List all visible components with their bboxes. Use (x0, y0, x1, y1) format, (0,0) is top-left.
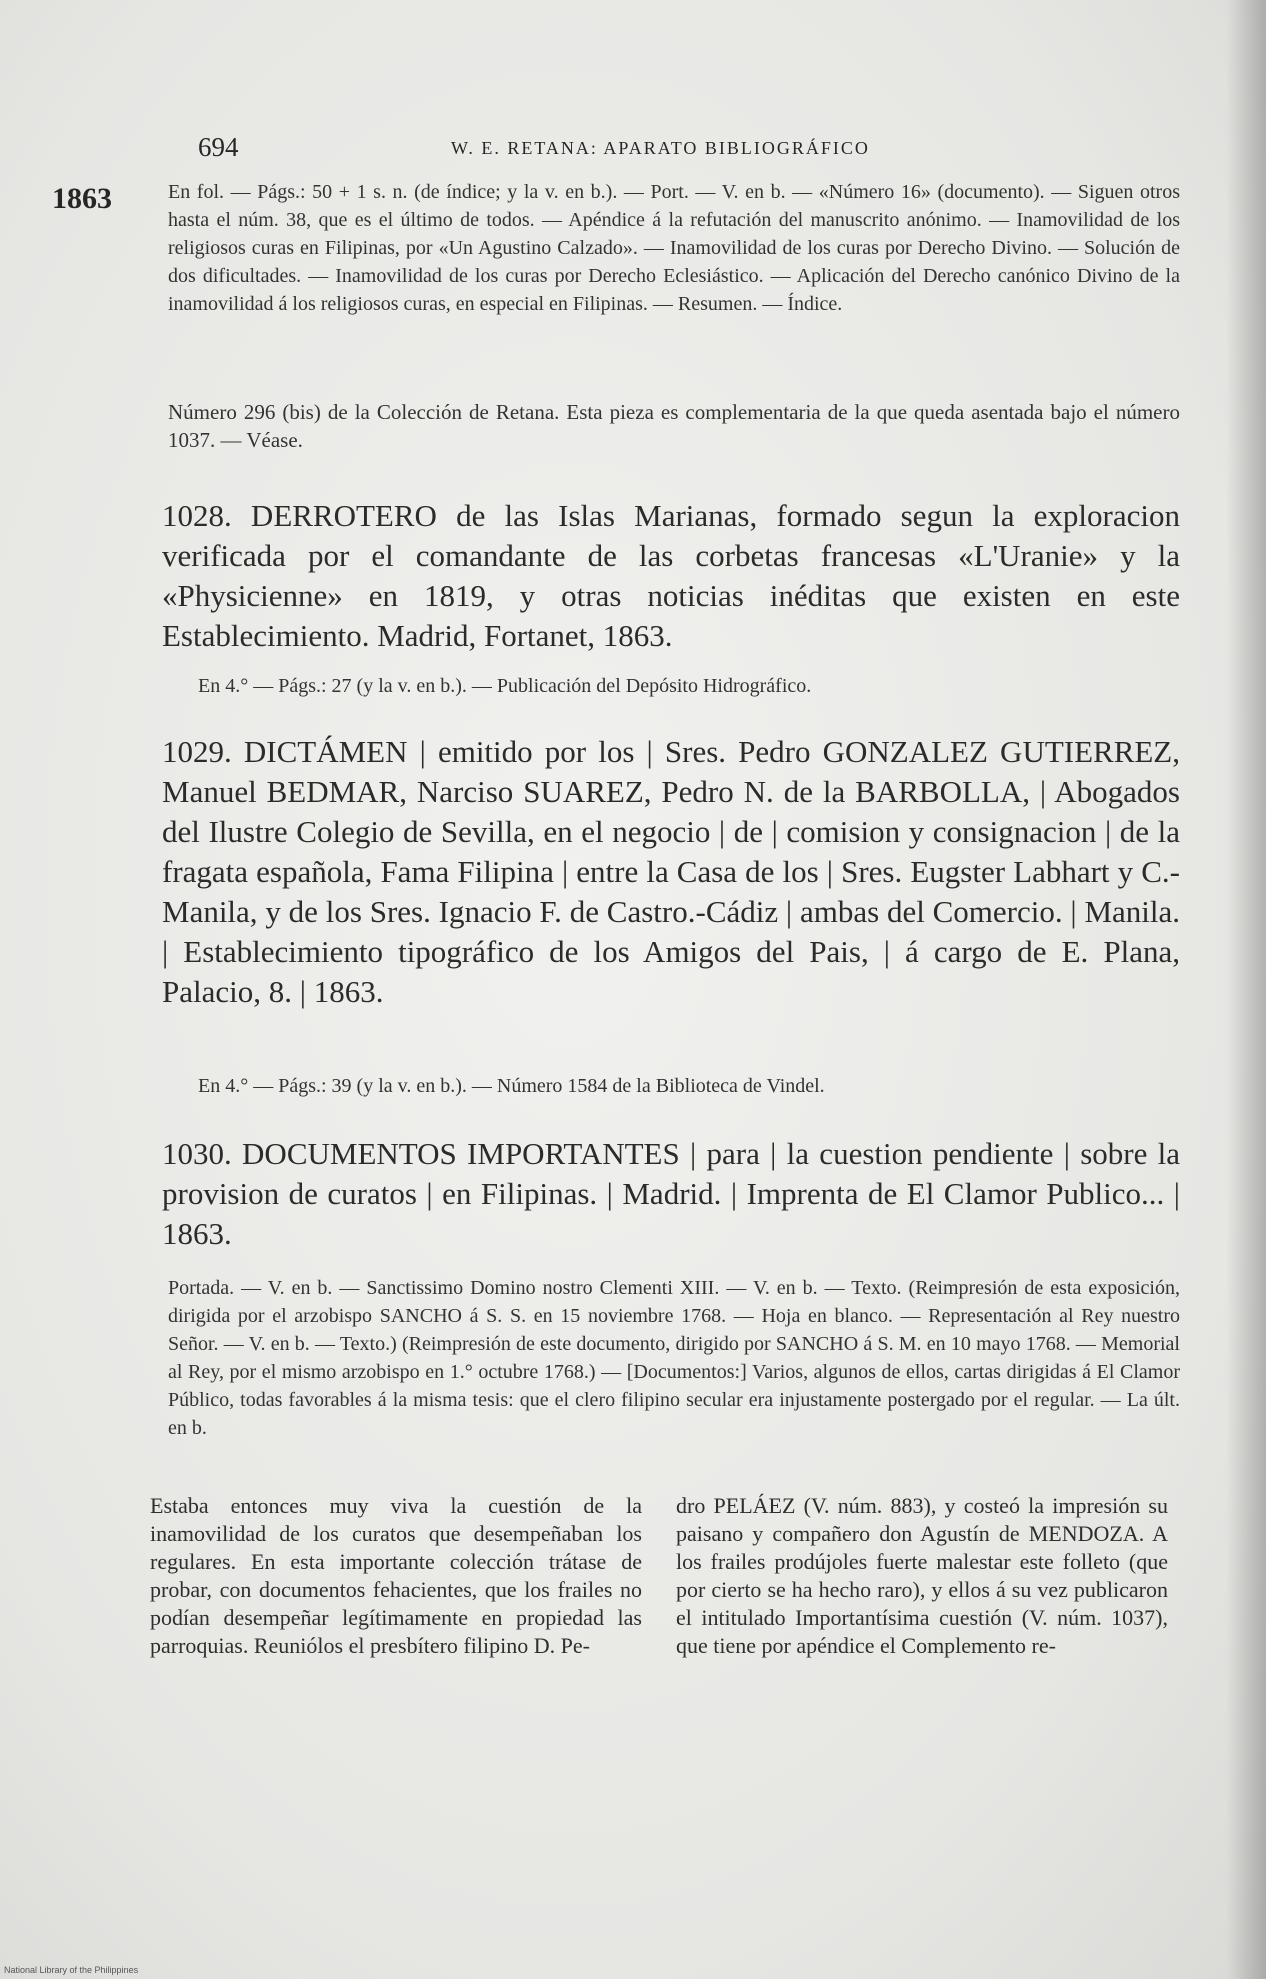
entry-1028-description: En 4.° — Págs.: 27 (y la v. en b.). — Publicación del Depósito Hidrográfico. (198, 675, 812, 697)
entry-1029-description: En 4.° — Págs.: 39 (y la v. en b.). — Número 1584 de la Biblioteca de Vindel. (198, 1075, 825, 1097)
commentary-right-column: dro PELÁEZ (V. núm. 883), y costeó la impresión su paisano y compañero don Agustín de MENDOZA. A los frailes prodújoles fuerte malestar este folleto (que por cierto se ha hecho raro), y ellos á su vez publicaron el intitulado Importantísima cuestión (V. núm. 1037), que tiene por apéndice el Complemento re- (676, 1493, 1168, 1658)
entry-1030-description: Portada. — V. en b. — Sanctissimo Domino nostro Clementi XIII. — V. en b. — Texto. (Reimpresión de esta exposición, dirigida por el arzobispo SANCHO á S. S. en 15 noviembre 1768. — Hoja en blanco. — Representación al Rey nuestro Señor. — V. en b. — Texto.) (Reimpresión de este documento, dirigido por SANCHO á S. M. en 10 mayo 1768. — Memorial al Rey, por el mismo arzobispo en 1.° octubre 1768.) — [Documentos:] Varios, algunos de ellos, cartas dirigidas á El Clamor Público, todas favorables á la misma tesis: que el clero filipino secular era injustamente postergado por el regular. — La últ. en b. (168, 1277, 1180, 1439)
page-header (198, 132, 1178, 162)
page-edge-shadow (1226, 0, 1266, 1979)
entry-1028-title: 1028. DERROTERO de las Islas Marianas, formado segun la exploracion verificada por el comandante de las corbetas francesas «L'Uranie» y la «Physicienne» en 1819, y otras noticias inéditas que existen en este Establecimiento. Madrid, Fortanet, 1863. (162, 498, 1180, 653)
margin-year: 1863 (52, 182, 112, 215)
entry-1029-title: 1029. DICTÁMEN | emitido por los | Sres. Pedro GONZALEZ GUTIERREZ, Manuel BEDMAR, Narciso SUAREZ, Pedro N. de la BARBOLLA, | Abogados del Ilustre Colegio de Sevilla, en el negocio | de | comision y consignacion | de la fragata española, Fama Filipina | entre la Casa de los | Sres. Eugster Labhart y C.-Manila, y de los Sres. Ignacio F. de Castro.-Cádiz | ambas del Comercio. | Manila. | Establecimiento tipográfico de los Amigos del Pais, | á cargo de E. Plana, Palacio, 8. | 1863. (162, 734, 1180, 1009)
entry-prev-description: En fol. — Págs.: 50 + 1 s. n. (de índice; y la v. en b.). — Port. — V. en b. — «Número 16» (documento). — Siguen otros hasta el núm. 38, que es el último de todos. — Apéndice á la refutación del manuscrito anónimo. — Inamovilidad de los religiosos curas en Filipinas, por «Un Agustino Calzado». — Inamovilidad de los curas por Derecho Divino. — Solución de dos dificultades. — Inamovilidad de los curas por Derecho Eclesiástico. — Aplicación del Derecho canónico Divino de la inamovilidad á los religiosos curas, en especial en Filipinas. — Resumen. — Índice. (168, 181, 1180, 315)
scan-footer: National Library of the Philippines (4, 1965, 139, 1975)
running-head: W. E. RETANA: APARATO BIBLIOGRÁFICO (451, 138, 870, 158)
entry-1030-title: 1030. DOCUMENTOS IMPORTANTES | para | la cuestion pendiente | sobre la provision de curatos | en Filipinas. | Madrid. | Imprenta de El Clamor Publico... | 1863. (162, 1136, 1180, 1251)
page-number: 694 (198, 132, 239, 162)
commentary-left-column: Estaba entonces muy viva la cuestión de la inamovilidad de los curatos que desempeñaban los regulares. En esta importante colección trátase de probar, con documentos fehacientes, que los frailes no podían desempeñar legítimamente en propiedad las parroquias. Reuniólos el presbítero filipino D. Pe- (150, 1493, 642, 1658)
entry-prev-note: Número 296 (bis) de la Colección de Retana. Esta pieza es complementaria de la que queda asentada bajo el número 1037. — Véase. (168, 400, 1180, 452)
